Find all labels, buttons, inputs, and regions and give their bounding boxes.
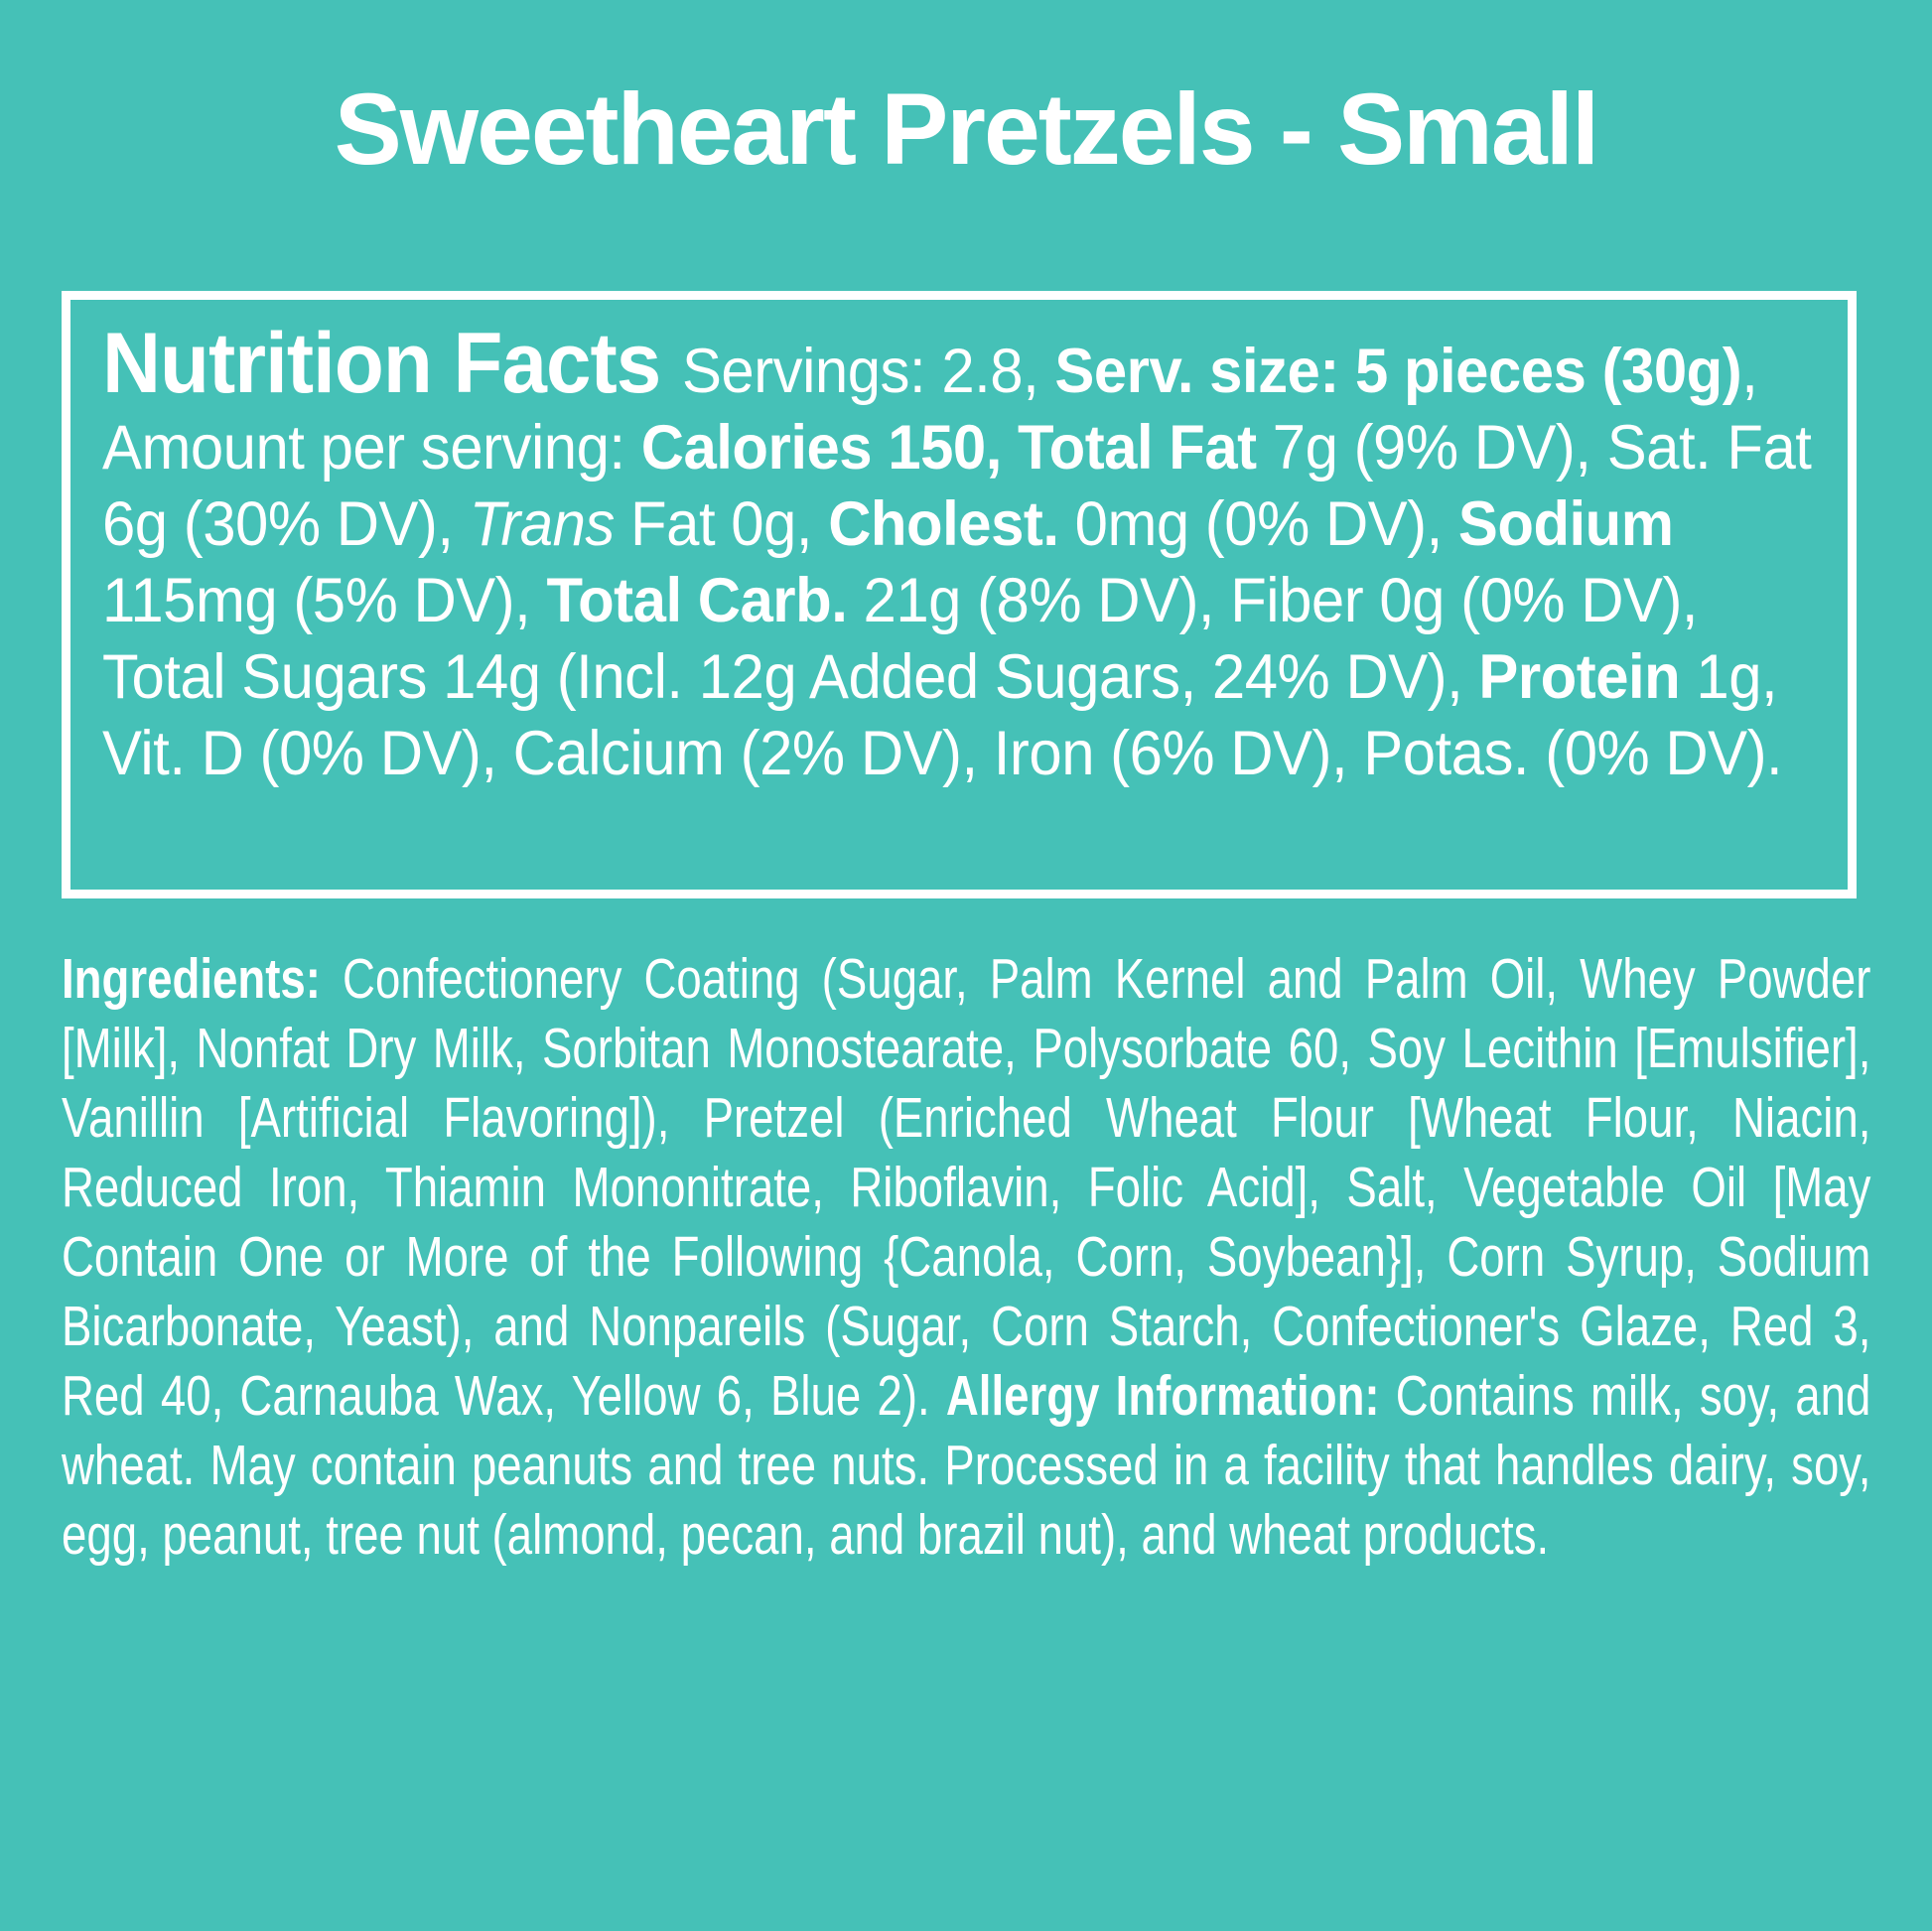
nutrition-facts-box	[62, 291, 1857, 898]
ingredients-text: Ingredients: Confectionery Coating (Sugar, Palm Kernel and Palm Oil, Whey Powder [Milk], Nonfat Dry Milk, Sorbitan Monostearate, Polysorbate 60, Soy Lecithin [Emulsifier], Vanillin [Artificial Flavoring]), Pretzel (Enriched Wheat Flour [Wheat Flour, Niacin, Reduced Iron, Thiamin Mononitrate, Riboflavin, Folic Acid], Salt, Vegetable Oil [May Contain One or More of the Following {Canola, Corn, Soybean}], Corn Syrup, Sodium Bicarbonate, Yeast), and Nonpareils (Sugar, Corn Starch, Confectioner's Glaze, Red 3, Red 40, Carnauba Wax, Yellow 6, Blue 2). Allergy Information: Contains milk, soy, and wheat. May contain peanuts and tree nuts. Processed in a facility that handles dairy, soy, egg, peanut, tree nut (almond, pecan, and brazil nut), and wheat products.	[62, 947, 1871, 1567]
nutrition-facts-text: Nutrition Facts Servings: 2.8, Serv. size: 5 pieces (30g), Amount per serving: Calories 150, Total Fat 7g (9% DV), Sat. Fat 6g (30% DV), Trans Fat 0g, Cholest. 0mg (0% DV), Sodium 115mg (5% DV), Total Carb. 21g (8% DV), Fiber 0g (0% DV), Total Sugars 14g (Incl. 12g Added Sugars, 24% DV), Protein 1g, Vit. D (0% DV), Calcium (2% DV), Iron (6% DV), Potas. (0% DV).	[102, 316, 1812, 788]
product-title: Sweetheart Pretzels - Small	[334, 72, 1598, 186]
